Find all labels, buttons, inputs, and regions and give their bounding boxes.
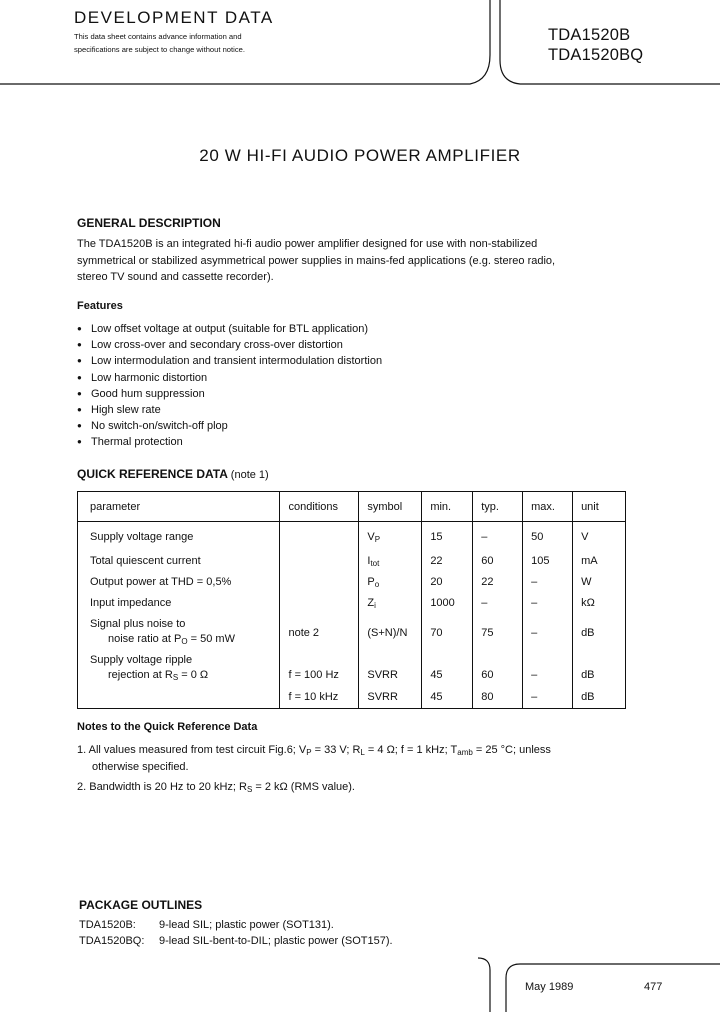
cell-conditions: note 2 (280, 617, 359, 653)
note-2: 2. Bandwidth is 20 Hz to 20 kHz; $R_S = 2$ kΩ (RMS value). (77, 781, 355, 794)
cell-conditions: f = 10 kHz (280, 687, 359, 709)
cell-symbol: $Z_i$ (359, 596, 422, 617)
cell-unit: dB (573, 653, 626, 687)
cell-symbol: (S+N)/N (359, 617, 422, 653)
cell-parameter (78, 617, 280, 653)
cell-max: – (523, 596, 573, 617)
general-description-line: stereo TV sound and cassette recorder). (77, 271, 274, 283)
quick-reference-title: QUICK REFERENCE DATA (77, 467, 228, 481)
cell-unit: W (573, 575, 626, 596)
page-title: 20 W HI-FI AUDIO POWER AMPLIFIER (199, 146, 521, 165)
cell-typ: – (473, 522, 523, 554)
column-header: max. (523, 492, 573, 522)
cell-max: 105 (523, 554, 573, 575)
table-row (78, 596, 626, 617)
cell-symbol: $V_P$ (359, 522, 422, 554)
feature-item: ● Low cross-over and secondary cross-over distortion (77, 337, 382, 353)
package-outlines-heading: PACKAGE OUTLINES (79, 898, 203, 912)
cell-typ: 80 (473, 687, 523, 709)
cell-unit: V (573, 522, 626, 554)
package-part: TDA1520BQ: (79, 935, 145, 947)
column-header: unit (573, 492, 626, 522)
cell-conditions (280, 554, 359, 575)
quick-reference-table (77, 491, 626, 709)
feature-item: ● Low offset voltage at output (suitable for BTL application) (77, 321, 382, 337)
general-description-heading: GENERAL DESCRIPTION (77, 216, 221, 230)
feature-item: ● Thermal protection (77, 434, 382, 450)
cell-parameter: Total quiescent current (90, 554, 201, 567)
cell-typ: – (473, 596, 523, 617)
parameter-line: noise ratio at $P_O = 50$ mW (108, 632, 235, 646)
cell-unit: kΩ (573, 596, 626, 617)
cell-min: 20 (422, 575, 473, 596)
cell-max: – (523, 687, 573, 709)
feature-item: ● No switch-on/switch-off plop (77, 418, 382, 434)
cell-max: – (523, 653, 573, 687)
package-desc: 9-lead SIL-bent-to-DIL; plastic power (SOT157). (159, 935, 393, 947)
package-desc: 9-lead SIL; plastic power (SOT131). (159, 919, 334, 931)
cell-parameter: Output power at THD = 0,5% (90, 575, 232, 588)
cell-min: 15 (422, 522, 473, 554)
column-header: symbol (359, 492, 422, 522)
cell-parameter (78, 653, 280, 687)
package-line (79, 919, 334, 931)
cell-conditions (280, 575, 359, 596)
cell-symbol: $I_{tot}$ (359, 554, 422, 575)
general-description-line: symmetrical or stabilized asymmetrical power supplies in mains-fed applications (e.g. stereo radio, (77, 255, 556, 267)
part-number-1: TDA1520B (548, 26, 631, 44)
features-list (77, 321, 382, 451)
cell-typ: 22 (473, 575, 523, 596)
quick-reference-heading (77, 467, 269, 481)
note-1-continuation: otherwise specified. (92, 761, 189, 773)
package-part: TDA1520B: (79, 919, 136, 931)
parameter-line: Supply voltage ripple (90, 653, 193, 666)
parameter-line: rejection at $R_S = 0$ Ω (108, 668, 209, 682)
feature-item: ● Good hum suppression (77, 386, 382, 402)
notes-heading: Notes to the Quick Reference Data (77, 721, 258, 733)
column-header: min. (422, 492, 473, 522)
column-header: typ. (473, 492, 523, 522)
footer-frame (0, 950, 720, 1012)
cell-min: 70 (422, 617, 473, 653)
column-header: conditions (280, 492, 359, 522)
package-line (79, 935, 393, 947)
cell-typ: 75 (473, 617, 523, 653)
development-data-title: DEVELOPMENT DATA (74, 8, 274, 27)
page-number: 477 (644, 981, 663, 993)
part-number-2: TDA1520BQ (548, 46, 644, 64)
dev-note-line-2: specifications are subject to change without notice. (74, 45, 245, 54)
table-header-row (78, 492, 626, 522)
cell-min: 45 (422, 653, 473, 687)
cell-typ: 60 (473, 554, 523, 575)
cell-conditions (280, 596, 359, 617)
dev-note-line-1: This data sheet contains advance information and (74, 32, 242, 41)
cell-typ: 60 (473, 653, 523, 687)
cell-parameter: Supply voltage range (90, 531, 194, 543)
cell-symbol: $P_o$ (359, 575, 422, 596)
feature-item: ● High slew rate (77, 402, 382, 418)
feature-item: ● Low intermodulation and transient intermodulation distortion (77, 353, 382, 369)
table-row (78, 575, 626, 596)
footer-date: May 1989 (525, 981, 574, 993)
cell-parameter (78, 687, 280, 709)
cell-max: – (523, 575, 573, 596)
cell-min: 45 (422, 687, 473, 709)
cell-unit: dB (573, 687, 626, 709)
general-description-line: The TDA1520B is an integrated hi-fi audio power amplifier designed for use with non-stabilized (77, 238, 538, 250)
table-row (78, 653, 626, 687)
cell-conditions: f = 100 Hz (280, 653, 359, 687)
cell-max: – (523, 617, 573, 653)
cell-max: 50 (523, 522, 573, 554)
column-header: parameter (78, 492, 280, 522)
note-1: 1. All values measured from test circuit Fig.6; $V_P = 33$ V; $R_L = 4$ Ω; f = 1 kHz; $T_{amb} = 25$ °C; unless (77, 744, 551, 757)
table-row (78, 617, 626, 653)
cell-parameter: Input impedance (90, 596, 172, 609)
table-row (78, 522, 626, 554)
parameter-line: Signal plus noise to (90, 617, 186, 630)
table-row (78, 554, 626, 575)
cell-unit: dB (573, 617, 626, 653)
feature-item: ● Low harmonic distortion (77, 370, 382, 386)
cell-symbol: SVRR (359, 653, 422, 687)
cell-min: 22 (422, 554, 473, 575)
cell-symbol: SVRR (359, 687, 422, 709)
cell-min: 1000 (422, 596, 473, 617)
quick-reference-note: (note 1) (230, 469, 269, 481)
cell-conditions (280, 522, 359, 554)
table-row (78, 687, 626, 709)
cell-unit: mA (573, 554, 626, 575)
features-heading: Features (77, 300, 123, 312)
